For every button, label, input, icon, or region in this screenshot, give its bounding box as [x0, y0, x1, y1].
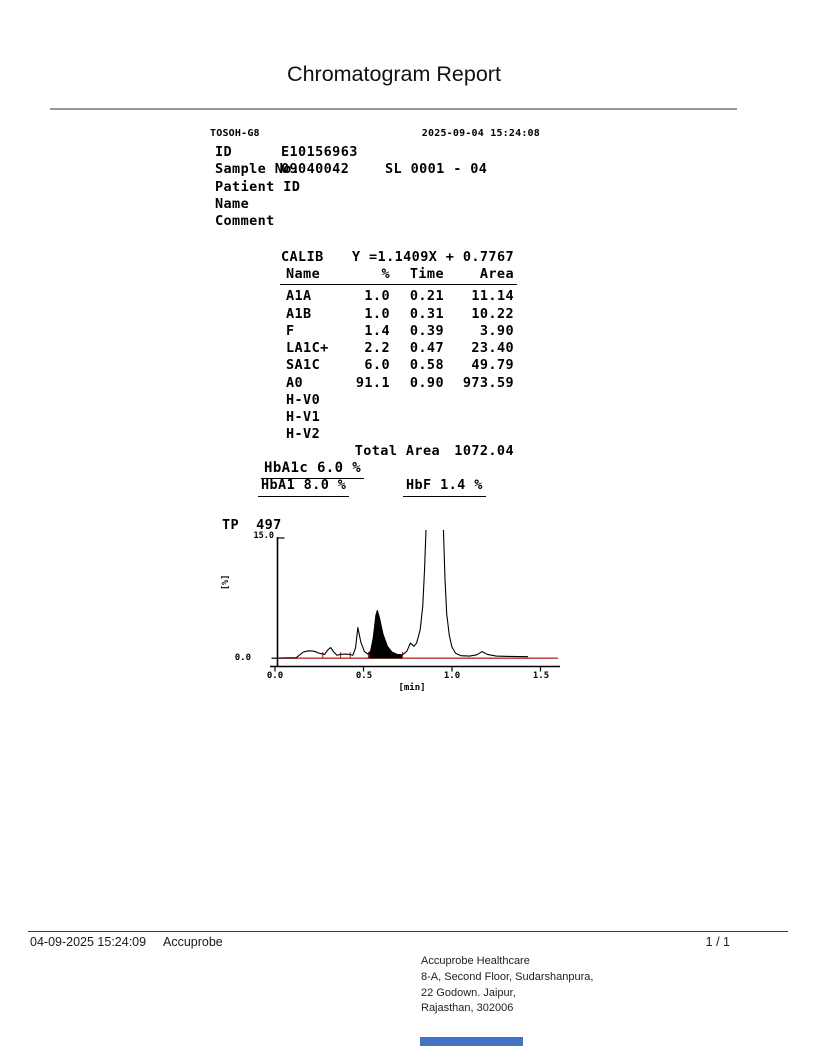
table-row — [0, 359, 816, 376]
x-tick-3: 1.5 — [532, 671, 550, 681]
page-title: Chromatogram Report — [287, 62, 501, 86]
cell-area: 23.40 — [471, 340, 514, 356]
hba1-result: HbA1 8.0 % — [258, 479, 349, 497]
name-label: Name — [215, 196, 250, 212]
calib-equation: Y =1.1409X + 0.7767 — [351, 249, 514, 265]
chromatogram-plot — [260, 525, 570, 695]
cell-percent: 91.1 — [355, 375, 390, 391]
total-peaks-label: TP 497 — [222, 517, 282, 533]
header-name: Name — [286, 266, 321, 282]
address-line: Accuprobe Healthcare — [421, 955, 530, 967]
cell-time: 0.47 — [409, 340, 444, 356]
table-row — [0, 342, 816, 359]
cell-name: H-V0 — [286, 392, 321, 408]
report-datetime: 2025-09-04 15:24:08 — [421, 128, 540, 139]
cell-name: A0 — [286, 375, 304, 391]
x-tick-0: 0.0 — [266, 671, 284, 681]
chromatogram-curve — [278, 525, 558, 659]
cell-time: 0.21 — [409, 288, 444, 304]
cell-percent: 1.0 — [364, 306, 390, 322]
page-indicator: 1 / 1 — [705, 935, 730, 949]
cell-area: 49.79 — [471, 357, 514, 373]
table-row — [0, 394, 816, 411]
table-row — [0, 308, 816, 325]
cell-time: 0.58 — [409, 357, 444, 373]
cell-name: A1A — [286, 288, 312, 304]
cell-area: 10.22 — [471, 306, 514, 322]
sample-no-value: 09040042 — [281, 161, 350, 177]
cell-percent: 1.0 — [364, 288, 390, 304]
table-header-rule — [280, 284, 517, 285]
cell-name: H-V2 — [286, 426, 321, 442]
id-label: ID — [215, 144, 233, 160]
cell-time: 0.90 — [409, 375, 444, 391]
cell-percent: 1.4 — [364, 323, 390, 339]
table-row — [0, 377, 816, 394]
table-row — [0, 411, 816, 428]
y-axis-max-label: 15.0 — [253, 531, 274, 541]
footer-accent-bar — [420, 1037, 523, 1046]
cell-time: 0.31 — [409, 306, 444, 322]
y-axis-min-label: 0.0 — [234, 653, 251, 663]
footer-divider — [28, 931, 788, 932]
patient-id-label: Patient ID — [215, 179, 301, 195]
cell-name: F — [286, 323, 295, 339]
header-time: Time — [409, 266, 444, 282]
cell-area: 11.14 — [471, 288, 514, 304]
y-axis-title: [%] — [221, 574, 231, 590]
cell-percent: 6.0 — [364, 357, 390, 373]
hbf-result: HbF 1.4 % — [403, 479, 486, 497]
footer-org: Accuprobe — [163, 935, 223, 949]
device-model-label: TOSOH-G8 — [210, 128, 260, 139]
sample-no-label: Sample No. — [215, 161, 301, 177]
id-value: E10156963 — [281, 144, 358, 160]
cell-name: A1B — [286, 306, 312, 322]
table-row — [0, 325, 816, 342]
cell-percent: 2.2 — [364, 340, 390, 356]
x-axis-title: [min] — [398, 683, 426, 693]
address-line: Rajasthan, 302006 — [421, 1002, 514, 1014]
table-header-row — [0, 268, 816, 285]
cell-name: SA1C — [286, 357, 321, 373]
cell-time: 0.39 — [409, 323, 444, 339]
hba1c-result: HbA1c 6.0 % — [261, 461, 364, 479]
x-tick-2: 1.0 — [443, 671, 461, 681]
address-line: 22 Godown. Jaipur, — [421, 987, 516, 999]
cell-name: LA1C+ — [286, 340, 329, 356]
header-area: Area — [479, 266, 514, 282]
calib-label: CALIB — [281, 249, 324, 265]
cell-name: H-V1 — [286, 409, 321, 425]
total-area-value: 1072.04 — [454, 443, 514, 459]
table-row — [0, 290, 816, 307]
title-divider — [50, 108, 737, 110]
cell-area: 973.59 — [462, 375, 514, 391]
sl-value: SL 0001 - 04 — [385, 161, 488, 177]
address-line: 8-A, Second Floor, Sudarshanpura, — [421, 971, 594, 983]
header-percent: % — [381, 266, 390, 282]
total-area-label: Total Area — [354, 443, 440, 459]
cell-area: 3.90 — [479, 323, 514, 339]
comment-label: Comment — [215, 213, 275, 229]
x-tick-1: 0.5 — [355, 671, 373, 681]
footer-datetime: 04-09-2025 15:24:09 — [30, 935, 147, 949]
